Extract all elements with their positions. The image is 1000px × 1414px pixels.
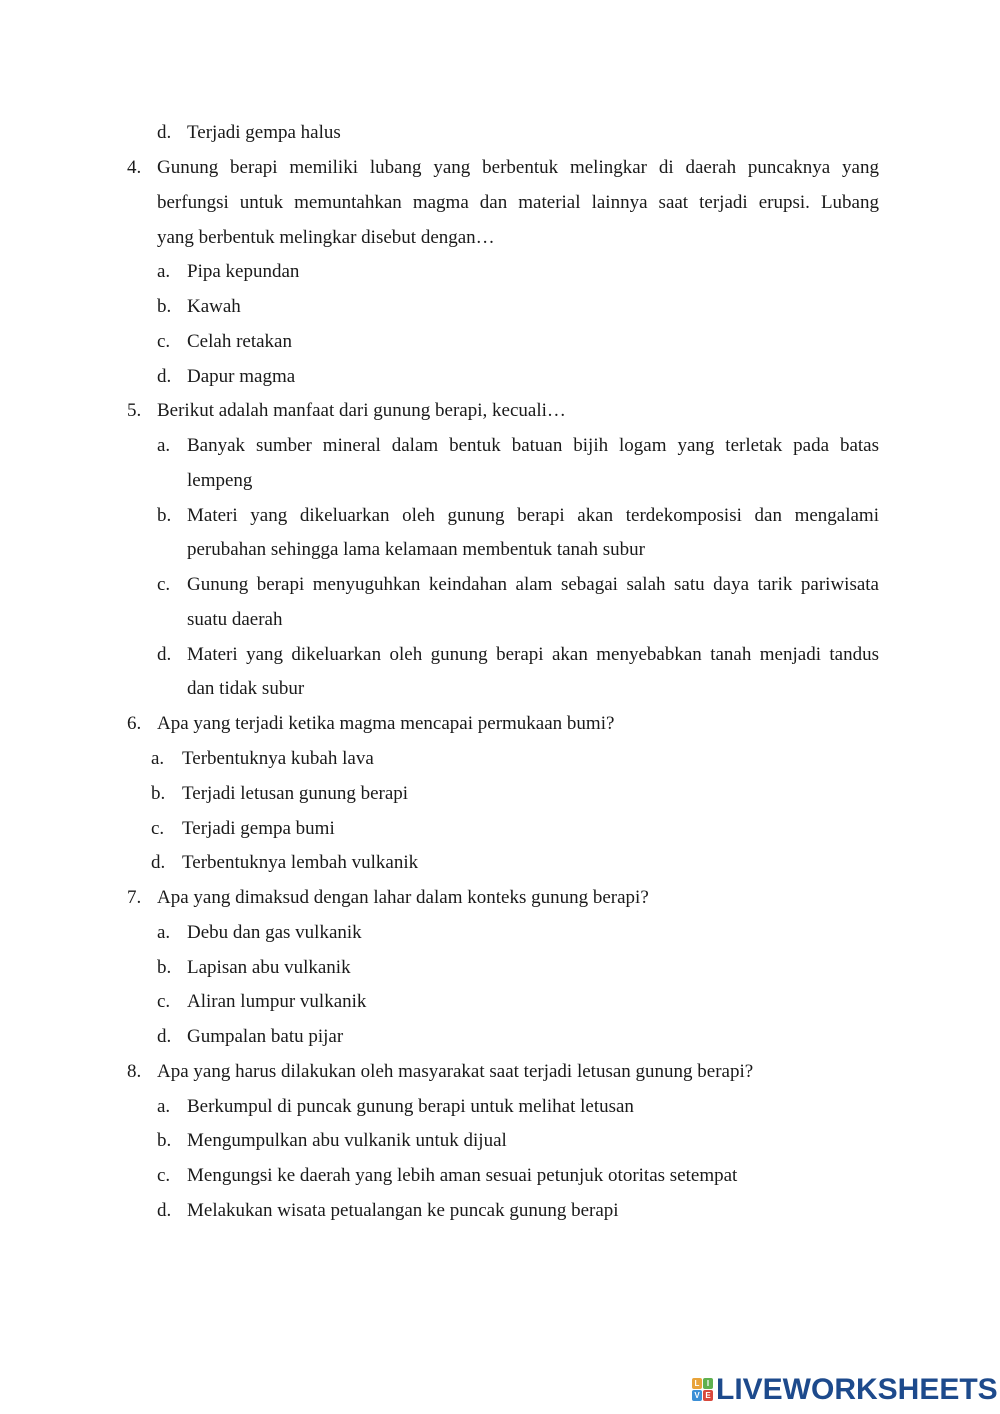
- question-text-line-1: Gunung berapi memiliki lubang yang berbentuk melingkar di daerah puncaknya yang: [157, 157, 879, 178]
- option-letter: a.: [157, 261, 171, 282]
- option-text: Kawah: [187, 296, 241, 317]
- option-text-line-1: Gunung berapi menyuguhkan keindahan alam sebagai salah satu daya tarik pariwisata: [187, 574, 879, 595]
- option-letter: c.: [157, 1165, 171, 1186]
- question-number: 5.: [127, 400, 142, 421]
- option-text-line-2: perubahan sehingga lama kelamaan membentuk tanah subur: [187, 539, 645, 560]
- option-text: Terbentuknya kubah lava: [182, 748, 374, 769]
- option-letter: b.: [151, 783, 166, 804]
- option-text: Melakukan wisata petualangan ke puncak gunung berapi: [187, 1200, 619, 1221]
- question-number: 4.: [127, 157, 142, 178]
- option-letter: d.: [157, 122, 172, 143]
- question-text-line-2: berfungsi untuk memuntahkan magma dan material lainnya saat terjadi erupsi. Lubang: [157, 192, 879, 213]
- option-text-line-1: Materi yang dikeluarkan oleh gunung berapi akan terdekomposisi dan mengalami: [187, 505, 879, 526]
- option-text: Terbentuknya lembah vulkanik: [182, 852, 419, 873]
- option-text: Lapisan abu vulkanik: [187, 957, 351, 978]
- question-number: 6.: [127, 713, 142, 734]
- question-text: Apa yang terjadi ketika magma mencapai permukaan bumi?: [157, 713, 615, 734]
- option-text: Terjadi letusan gunung berapi: [182, 783, 409, 804]
- option-letter: b.: [157, 505, 172, 526]
- option-letter: d.: [151, 852, 166, 873]
- option-text: Aliran lumpur vulkanik: [187, 991, 367, 1012]
- option-letter: b.: [157, 296, 172, 317]
- logo-text: LIVEWORKSHEETS: [716, 1373, 998, 1406]
- option-letter: b.: [157, 1130, 172, 1151]
- option-text-line-2: dan tidak subur: [187, 678, 305, 699]
- option-text: Terjadi gempa halus: [187, 122, 341, 143]
- question-text: Berikut adalah manfaat dari gunung berapi, kecuali…: [157, 400, 566, 421]
- option-text-line-1: Banyak sumber mineral dalam bentuk batuan bijih logam yang terletak pada batas: [187, 435, 879, 456]
- option-text: Debu dan gas vulkanik: [187, 922, 362, 943]
- option-text: Pipa kepundan: [187, 261, 300, 282]
- option-text: Celah retakan: [187, 331, 292, 352]
- question-number: 8.: [127, 1061, 142, 1082]
- logo-icon-e: E: [703, 1390, 713, 1401]
- option-text-line-1: Materi yang dikeluarkan oleh gunung berapi akan menyebabkan tanah menjadi tandus: [187, 644, 879, 665]
- option-text: Dapur magma: [187, 366, 296, 387]
- option-text: Mengumpulkan abu vulkanik untuk dijual: [187, 1130, 507, 1151]
- logo-icon-v: V: [692, 1390, 702, 1401]
- option-letter: a.: [157, 922, 171, 943]
- option-letter: b.: [157, 957, 172, 978]
- option-letter: c.: [157, 574, 171, 595]
- option-letter: a.: [157, 435, 171, 456]
- option-text-line-2: lempeng: [187, 470, 253, 491]
- option-text: Mengungsi ke daerah yang lebih aman sesuai petunjuk otoritas setempat: [187, 1165, 738, 1186]
- liveworksheets-logo[interactable]: [692, 1374, 998, 1406]
- question-text-line-3: yang berbentuk melingkar disebut dengan…: [157, 227, 495, 248]
- option-letter: a.: [151, 748, 165, 769]
- question-text: Apa yang harus dilakukan oleh masyarakat saat terjadi letusan gunung berapi?: [157, 1061, 754, 1082]
- option-text-line-2: suatu daerah: [187, 609, 283, 630]
- option-text: Berkumpul di puncak gunung berapi untuk melihat letusan: [187, 1096, 634, 1117]
- logo-icon-l: L: [692, 1378, 702, 1389]
- option-letter: c.: [157, 991, 171, 1012]
- option-letter: c.: [151, 818, 165, 839]
- option-letter: a.: [157, 1096, 171, 1117]
- question-number: 7.: [127, 887, 142, 908]
- option-letter: d.: [157, 644, 172, 665]
- option-letter: d.: [157, 1026, 172, 1047]
- liveworksheets-logo-icon: [692, 1378, 714, 1402]
- option-text: Terjadi gempa bumi: [182, 818, 335, 839]
- option-letter: d.: [157, 366, 172, 387]
- logo-icon-i: I: [703, 1378, 713, 1389]
- option-letter: c.: [157, 331, 171, 352]
- option-text: Gumpalan batu pijar: [187, 1026, 344, 1047]
- option-letter: d.: [157, 1200, 172, 1221]
- question-text: Apa yang dimaksud dengan lahar dalam konteks gunung berapi?: [157, 887, 649, 908]
